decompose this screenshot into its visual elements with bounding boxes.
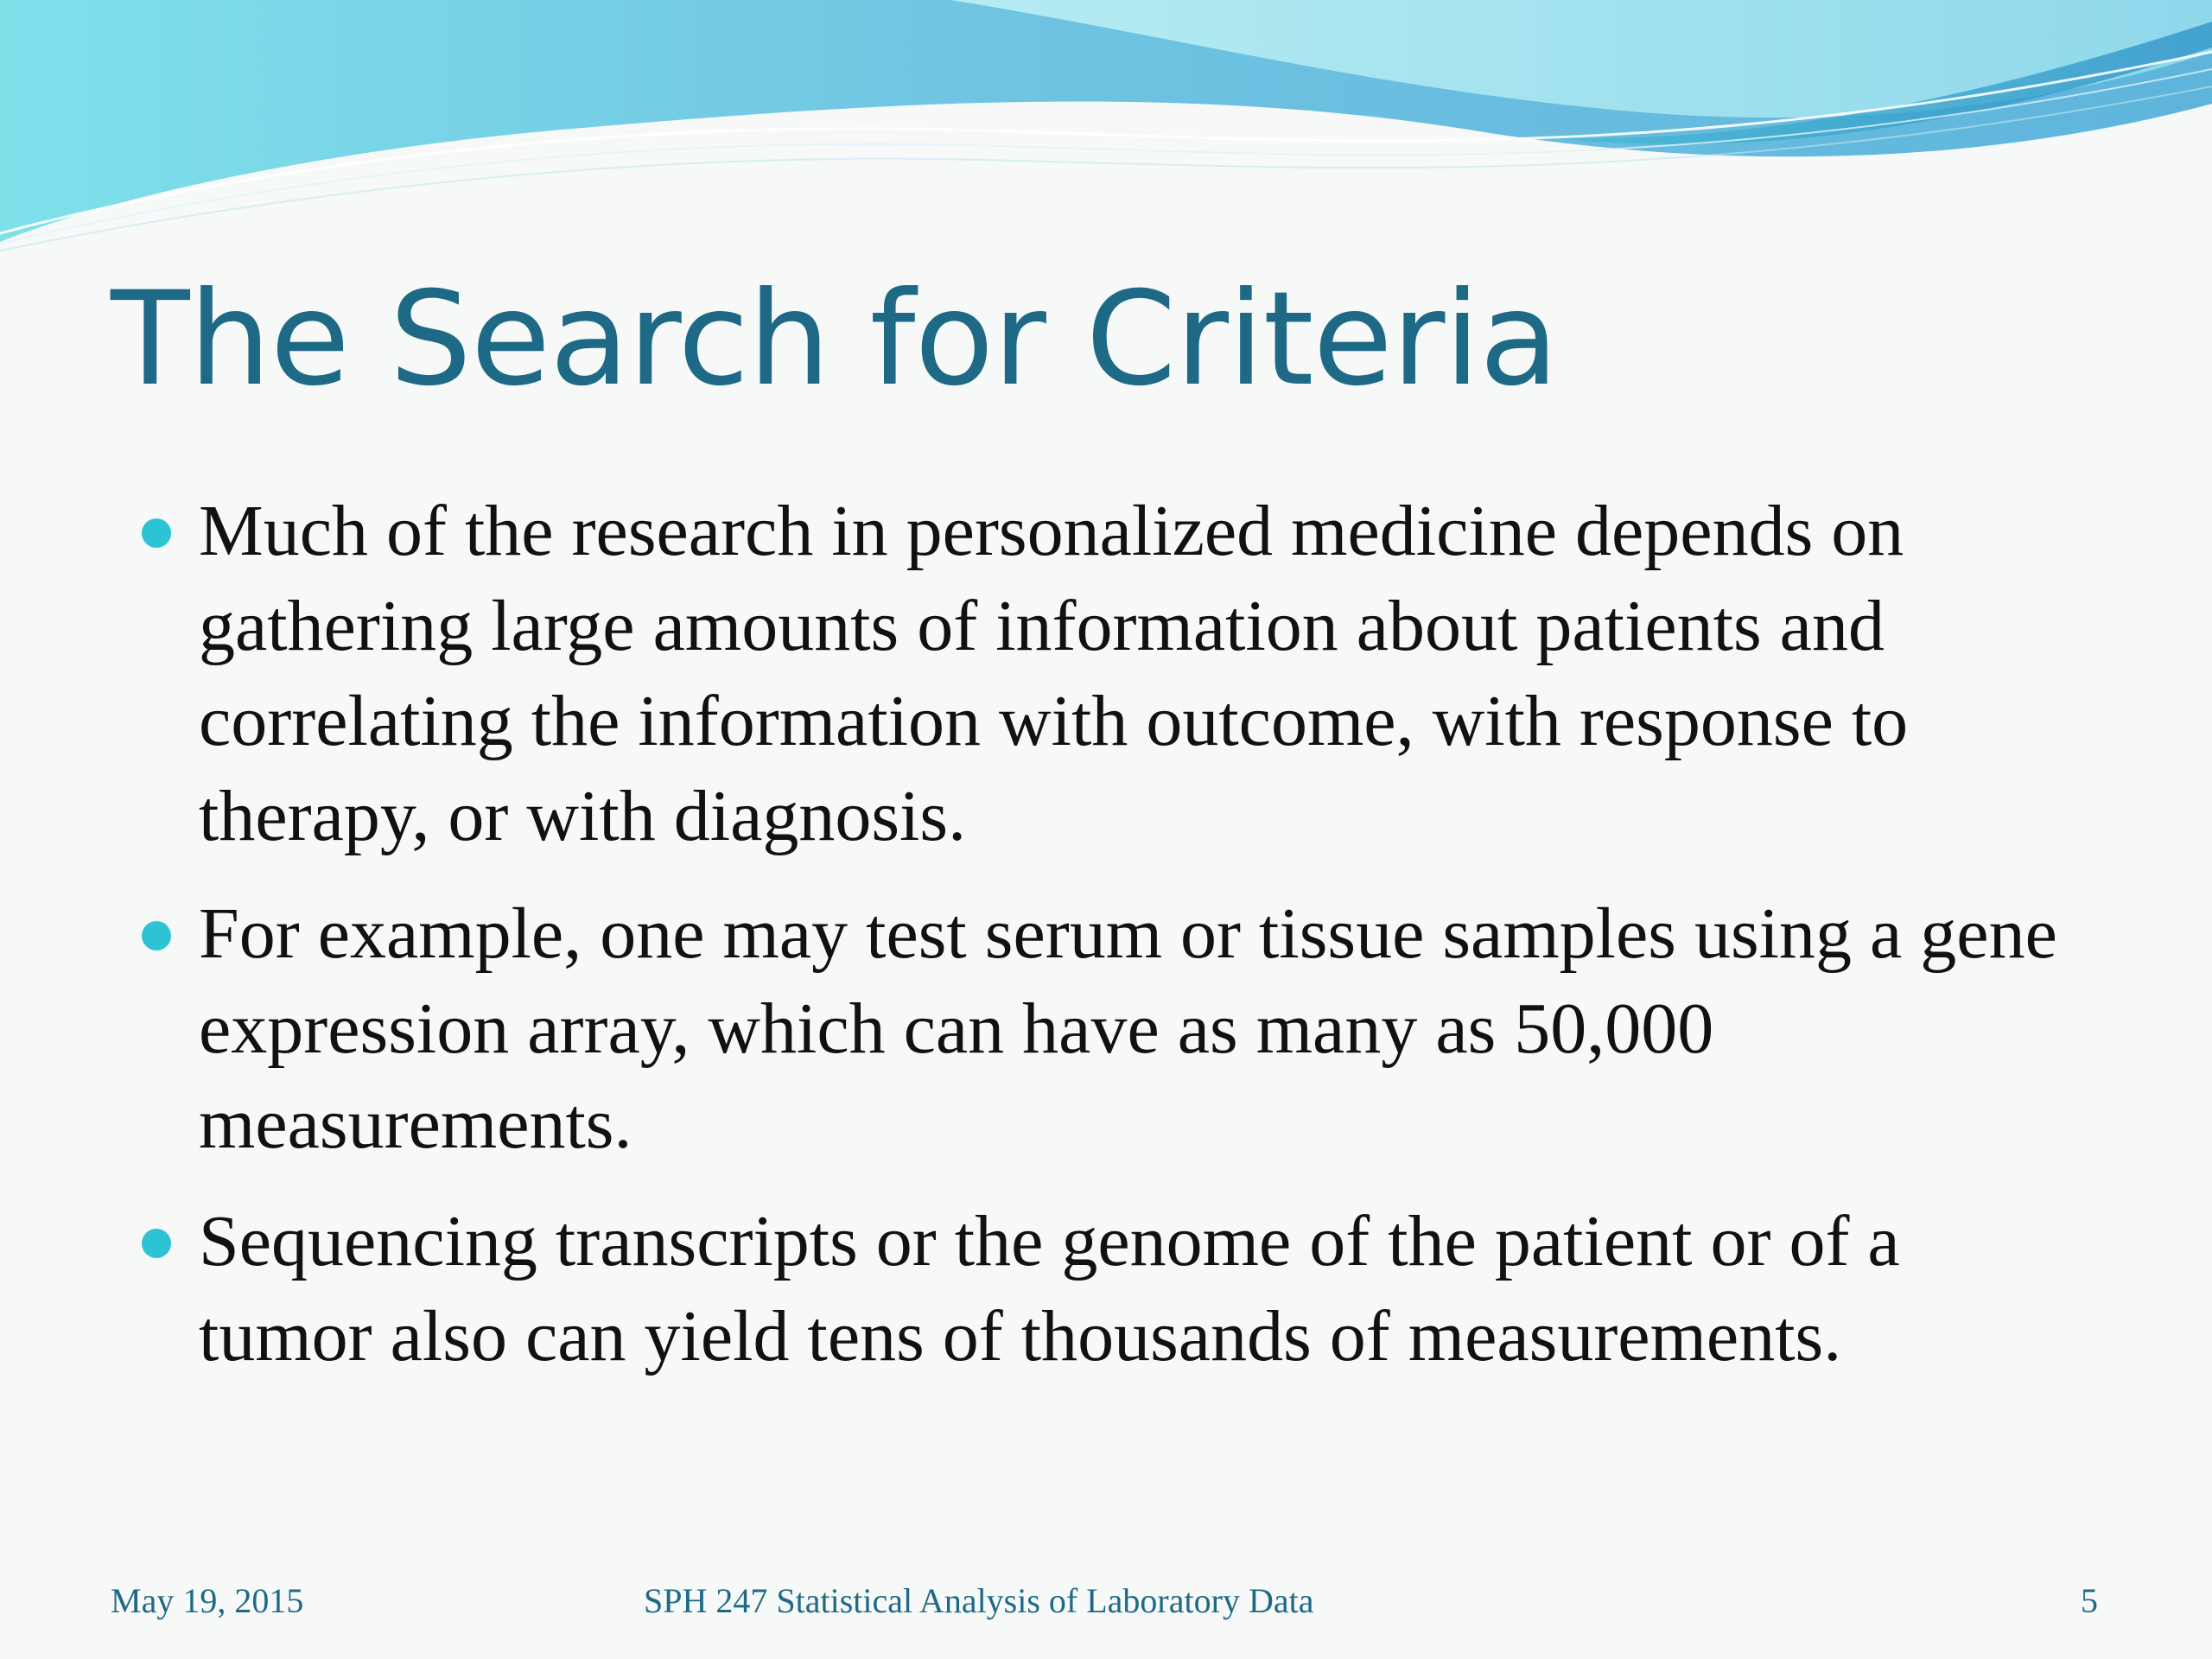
footer-date: May 19, 2015 [111,1581,304,1620]
bullet-dot-icon [142,518,171,548]
bullet-text: Sequencing transcripts or the genome of the patient or of a tumor also can yield tens of thousands of measurements. [199,1201,1900,1376]
bullet-list [138,484,2091,1407]
bullet-dot-icon [142,1229,171,1258]
bullet-item [138,887,2091,1172]
bullet-text: For example, one may test serum or tissue samples using a gene expression array, which can have as many as 50,000 measurements. [199,893,2057,1164]
footer-course-title: SPH 247 Statistical Analysis of Laboratory Data [644,1581,1314,1620]
bullet-dot-icon [142,921,171,950]
slide-title: The Search for Criteria [111,264,1559,415]
decorative-wave-header [0,0,2212,259]
bullet-item [138,484,2091,864]
bullet-text: Much of the research in personalized medicine depends on gathering large amounts of information about patients and correlating the information with outcome, with response to therapy, or with diagnosis. [199,491,1909,856]
footer-page-number: 5 [2081,1581,2098,1620]
bullet-item [138,1194,2091,1384]
